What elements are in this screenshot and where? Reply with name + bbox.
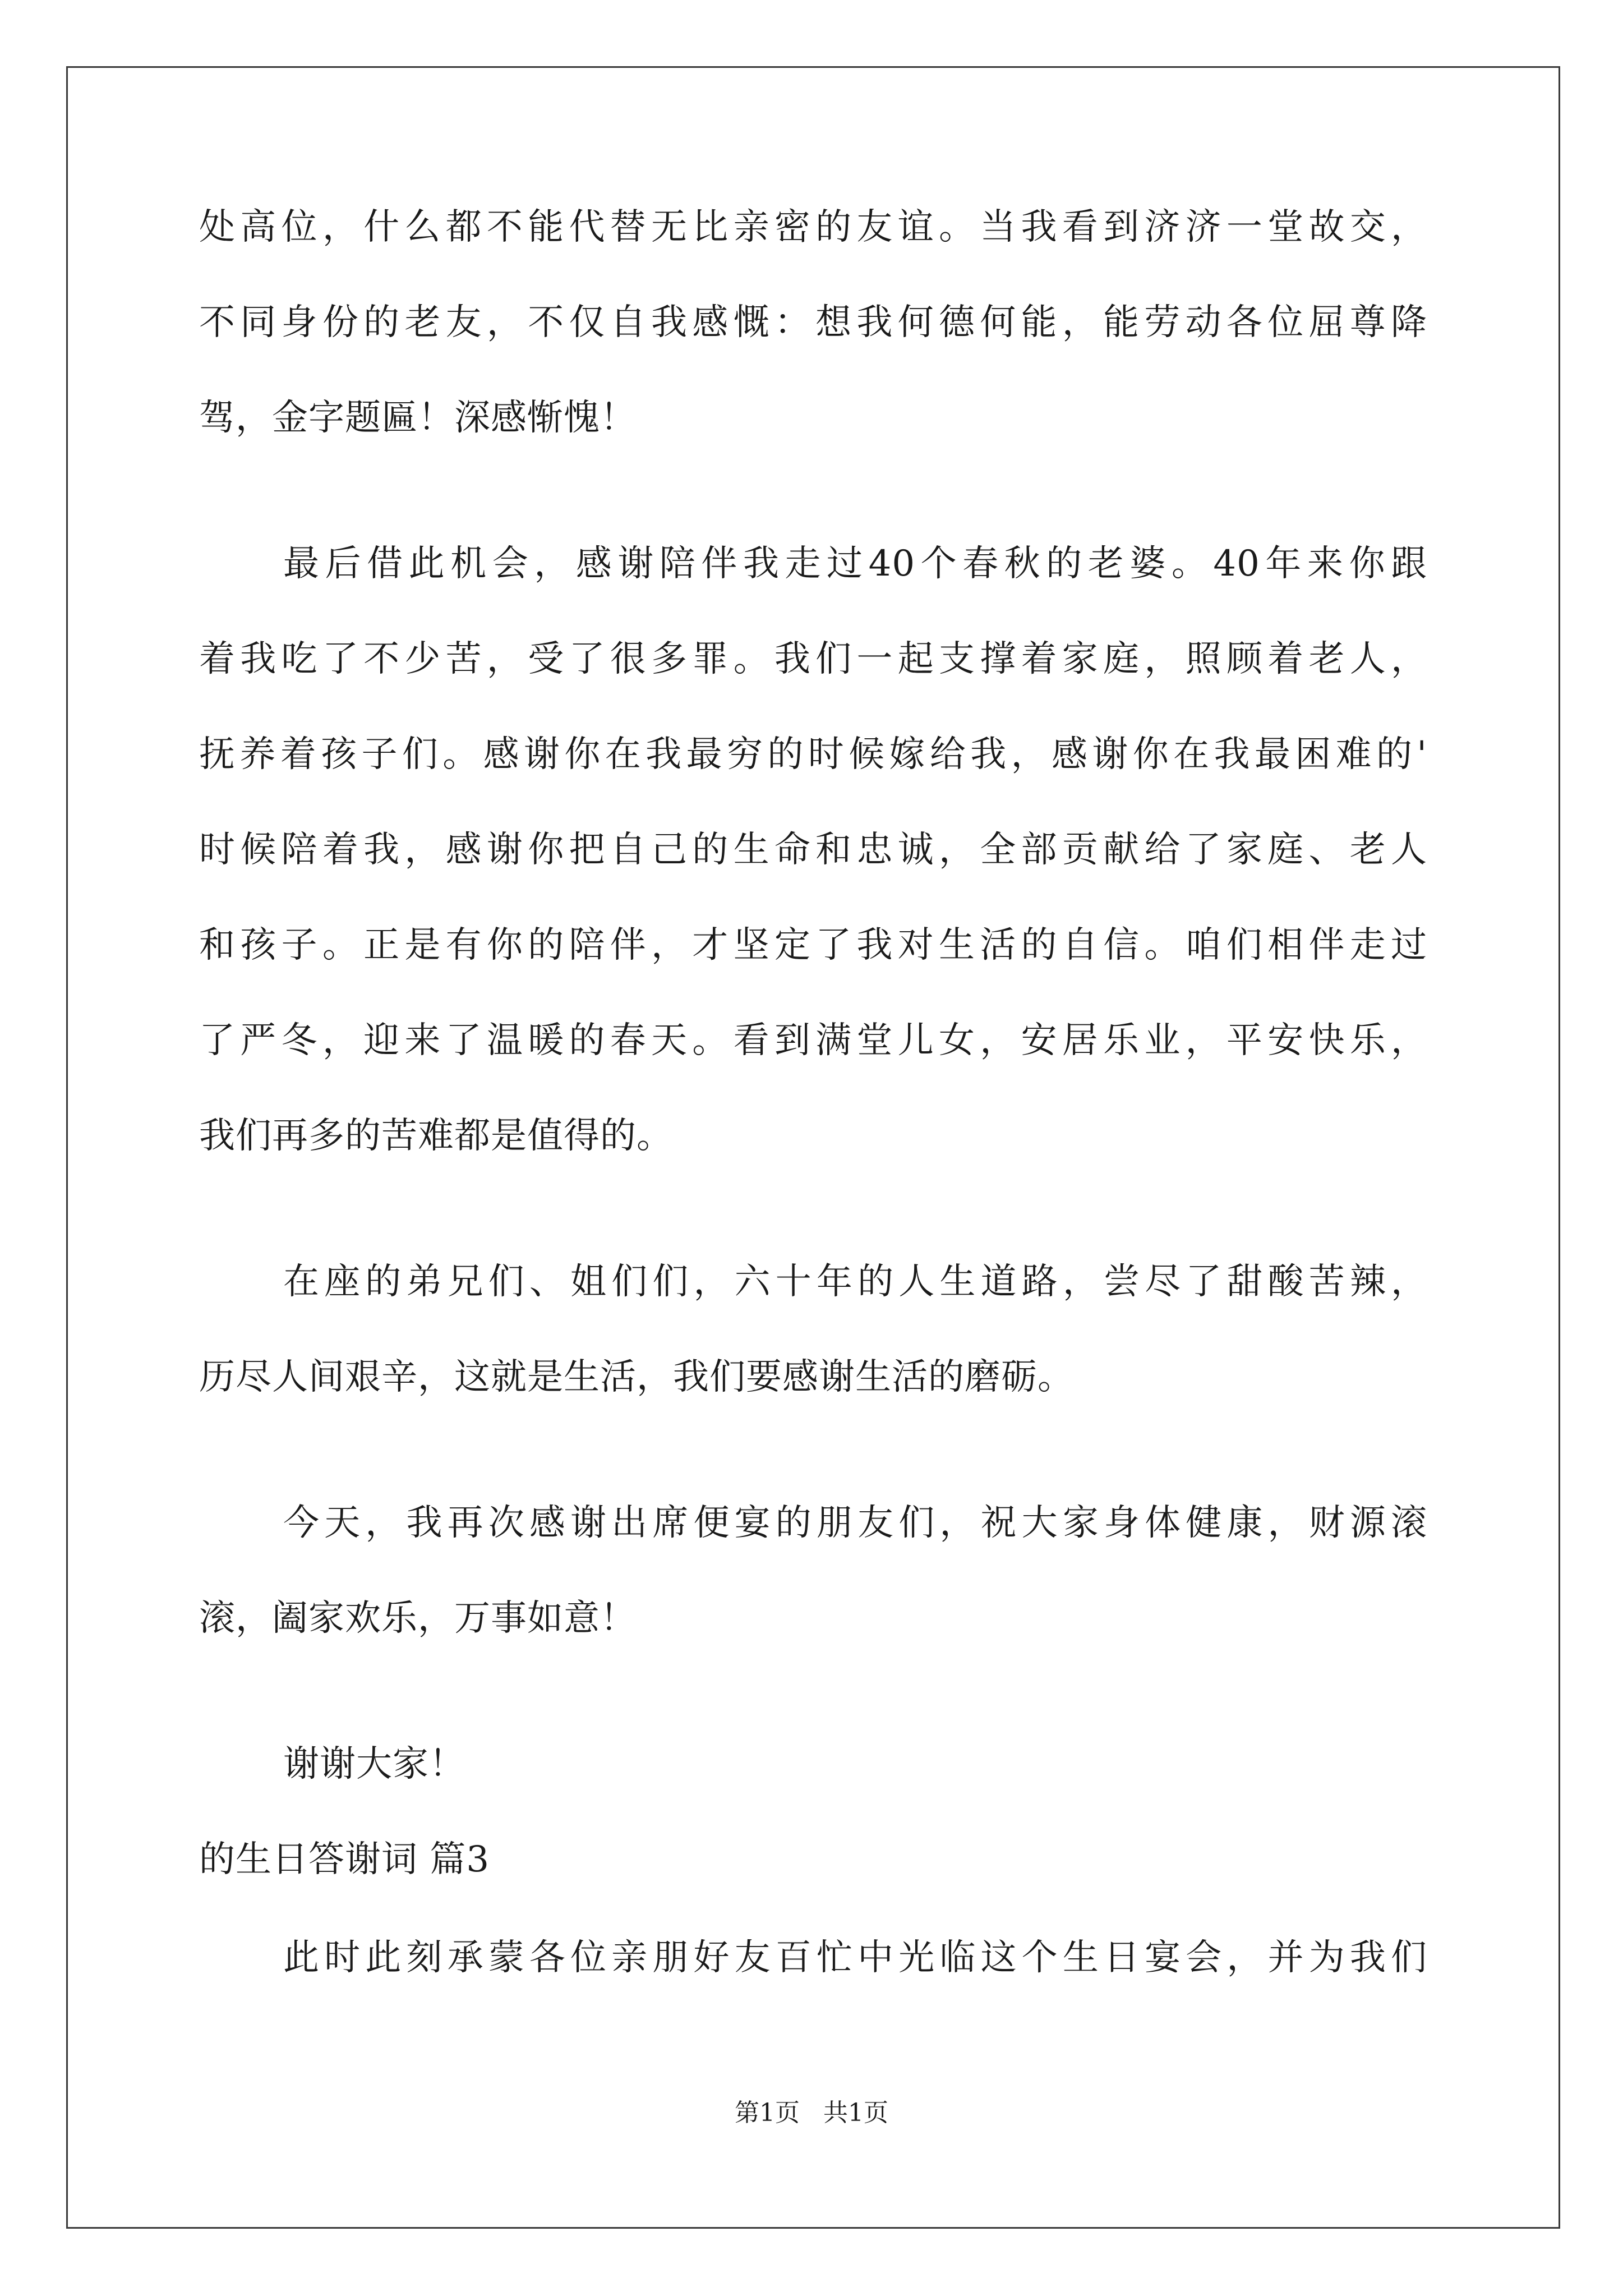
page-footer: 第1页 共1页 — [735, 2099, 888, 2127]
text-line: 历尽人间艰辛，这就是生活，我们要感谢生活的磨砺。 — [199, 1356, 1074, 1398]
text-line: 处高位，什么都不能代替无比亲密的友谊。当我看到济济一堂故交， — [199, 206, 1427, 248]
text-line: 时候陪着我，感谢你把自己的生命和忠诚，全部贡献给了家庭、老人 — [199, 829, 1427, 871]
paragraph-start-line: 谢谢大家！ — [283, 1743, 465, 1785]
text-line: 着我吃了不少苦，受了很多罪。我们一起支撑着家庭，照顾着老人， — [199, 638, 1427, 680]
text-line: 和孩子。正是有你的陪伴，才坚定了我对生活的自信。咱们相伴走过 — [199, 924, 1427, 966]
text-line: 滚，阖家欢乐，万事如意！ — [199, 1598, 637, 1639]
paragraph-start-line: 此时此刻承蒙各位亲朋好友百忙中光临这个生日宴会，并为我们 — [283, 1937, 1427, 1978]
text-line: 驾，金字题匾！深感惭愧！ — [199, 397, 637, 439]
text-line: 了严冬，迎来了温暖的春天。看到满堂儿女，安居乐业，平安快乐， — [199, 1020, 1427, 1061]
text-line: 我们再多的苦难都是值得的。 — [199, 1115, 673, 1157]
section-heading: 的生日答谢词 篇3 — [199, 1839, 490, 1880]
text-line: 不同身份的老友，不仅自我感慨：想我何德何能，能劳动各位屈尊降 — [199, 302, 1427, 343]
paragraph-start-line: 最后借此机会，感谢陪伴我走过40个春秋的老婆。40年来你跟 — [283, 543, 1427, 585]
paragraph-start-line: 今天，我再次感谢出席便宴的朋友们，祝大家身体健康，财源滚 — [283, 1502, 1427, 1544]
text-line: 抚养着孩子们。感谢你在我最穷的时候嫁给我，感谢你在我最困难的' — [199, 734, 1427, 775]
paragraph-start-line: 在座的弟兄们、姐们们，六十年的人生道路，尝尽了甜酸苦辣， — [283, 1261, 1427, 1303]
